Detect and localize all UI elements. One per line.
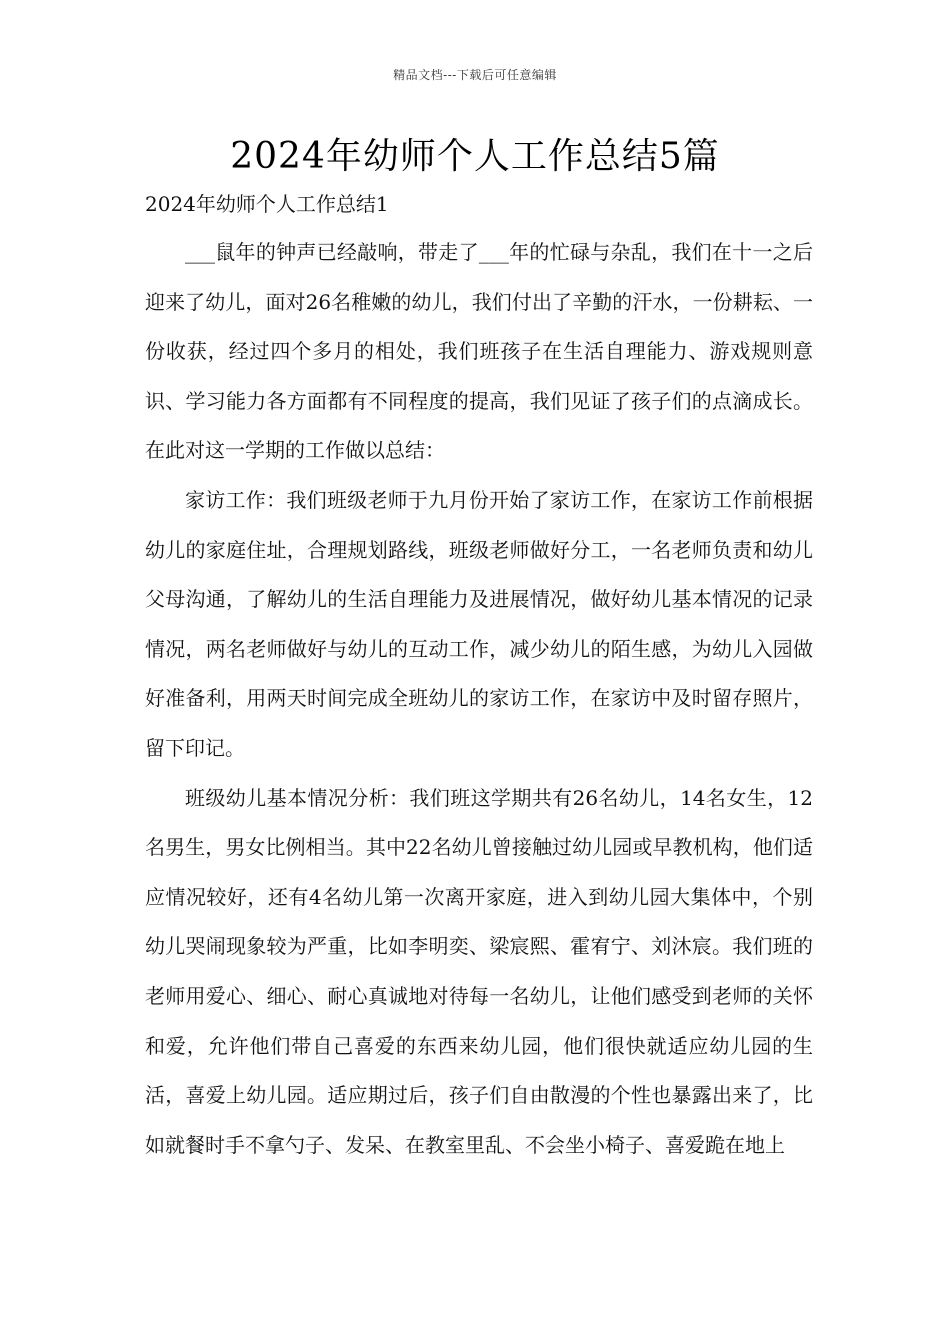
paragraph: 班级幼儿基本情况分析：我们班这学期共有26名幼儿，14名女生，12名男生，男女比例相当。其中22名幼儿曾接触过幼儿园或早教机构，他们适应情况较好，还有4名幼儿第一次离开家庭，进入到幼儿园大集体中，个别幼儿哭闹现象较为严重，比如李明奕、梁宸熙、霍宥宁、刘沐宸。我们班的老师用爱心、细心、耐心真诚地对待每一名幼儿，让他们感受到老师的关怀和爱，允许他们带自己喜爱的东西来幼儿园，他们很快就适应幼儿园的生活，喜爱上幼儿园。适应期过后，孩子们自由散漫的个性也暴露出来了，比如就餐时手不拿勺子、发呆、在教室里乱、不会坐小椅子、喜爱跪在地上	[145, 785, 813, 1157]
header-note: 精品文档---下载后可任意编辑	[393, 68, 557, 82]
paragraph: ___鼠年的钟声已经敲响，带走了___年的忙碌与杂乱，我们在十一之后迎来了幼儿，面对26名稚嫩的幼儿，我们付出了辛勤的汗水，一份耕耘、一份收获，经过四个多月的相处，我们班孩子在生活自理能力、游戏规则意识、学习能力各方面都有不同程度的提高，我们见证了孩子们的点滴成长。在此对这一学期的工作做以总结：	[145, 240, 813, 463]
document-body	[145, 228, 813, 1170]
paragraph: 家访工作：我们班级老师于九月份开始了家访工作，在家访工作前根据幼儿的家庭住址，合理规划路线，班级老师做好分工，一名老师负责和幼儿父母沟通，了解幼儿的生活自理能力及进展情况，做好幼儿基本情况的记录情况，两名老师做好与幼儿的互动工作，减少幼儿的陌生感，为幼儿入园做好准备利，用两天时间完成全班幼儿的家访工作，在家访中及时留存照片，留下印记。	[145, 487, 813, 760]
document-title: 2024年幼师个人工作总结5篇	[230, 136, 720, 177]
section-heading: 2024年幼师个人工作总结1	[145, 192, 389, 216]
